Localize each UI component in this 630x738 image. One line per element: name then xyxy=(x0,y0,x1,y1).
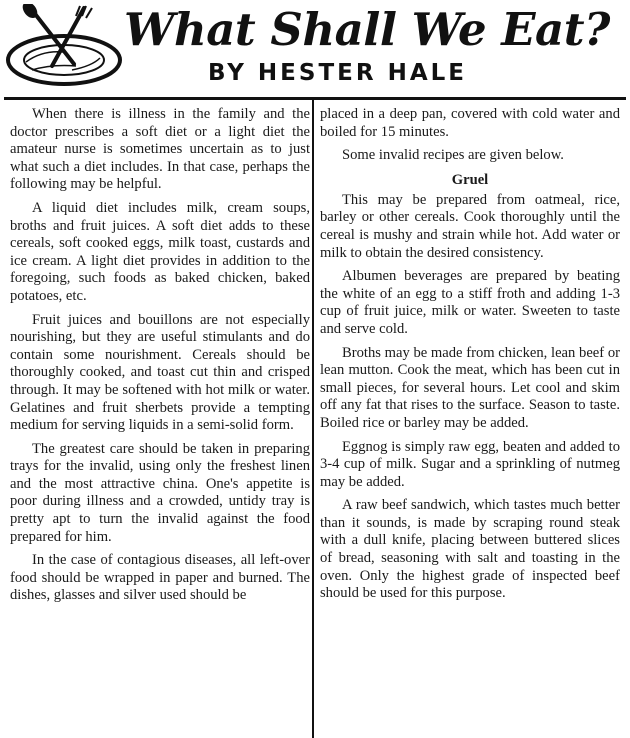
paragraph: Eggnog is simply raw egg, beaten and added to 3-4 cup of milk. Sugar and a sprinkling of nutmeg may be added. xyxy=(320,438,620,490)
paragraph: In the case of contagious diseases, all left-over food should be wrapped in paper and burned. The dishes, glasses and silver used should be xyxy=(10,552,310,604)
paragraph: Broths may be made from chicken, lean beef or lean mutton. Cook the meat, which has been cut in small pieces, for several hours. Let cool and skim off any fat that rises to the surface. Season to taste. Boiled rice or barley may be added. xyxy=(320,344,620,431)
byline: BY HESTER HALE xyxy=(208,60,467,86)
paragraph: Fruit juices and bouillons are not especially nourishing, but they are useful stimulants and do contain some nourishment. Cereals should be thoroughly cooked, and toast cut thin and crisped through. It may be softened with hot milk or water. Gelatines and fruit sherbets provide a tempting medium for serving liquids in a semi-solid form. xyxy=(10,311,310,434)
paragraph: Some invalid recipes are given below. xyxy=(342,147,564,164)
headline: What Shall We Eat? xyxy=(124,3,610,56)
paragraph: When there is illness in the family and the doctor prescribes a soft diet or a light diet the amateur nurse is sometimes uncertain as to just what such a diet includes. In that case, perhaps the following may be helpful. xyxy=(10,106,310,193)
masthead xyxy=(0,0,630,98)
paragraph: The greatest care should be taken in preparing trays for the invalid, using only the freshest linen and the most attractive china. One's appetite is poor during illness and a crowded, untidy tray is pretty apt to turn the invalid against the food prepared for him. xyxy=(10,440,310,545)
paragraph: Albumen beverages are prepared by beating the white of an egg to a stiff froth and adding 1-3 cup of fruit juice, milk or water. Sweeten to taste and serve cold. xyxy=(320,268,620,337)
left-column xyxy=(10,106,310,611)
continued-paragraph: placed in a deep pan, covered with cold water and boiled for 15 minutes. xyxy=(320,106,620,140)
right-column xyxy=(320,106,620,609)
paragraph: This may be prepared from oatmeal, rice, barley or other cereals. Cook thoroughly until the cereal is mushy and strain while hot. Add water or milk to obtain the desired consistency. xyxy=(320,191,620,261)
paragraph: A liquid diet includes milk, cream soups, broths and fruit juices. A soft diet adds to these cereals, soft cooked eggs, milk toast, custards and ice cream. A light diet provides in addition to the foregoing, such foods as baked chicken, baked potatoes, etc. xyxy=(10,199,310,304)
header-rule xyxy=(4,97,626,100)
paragraph: A raw beef sandwich, which tastes much better than it sounds, is made by scraping round steak with a dull knife, placing between buttered slices of bread, seasoning with salt and toasting in the oven. Only the highest grade of inspected beef should be used for this purpose. xyxy=(320,497,620,602)
plate-and-utensils-icon xyxy=(2,4,134,94)
recipe-heading: Gruel xyxy=(451,171,489,188)
column-divider xyxy=(312,100,314,738)
